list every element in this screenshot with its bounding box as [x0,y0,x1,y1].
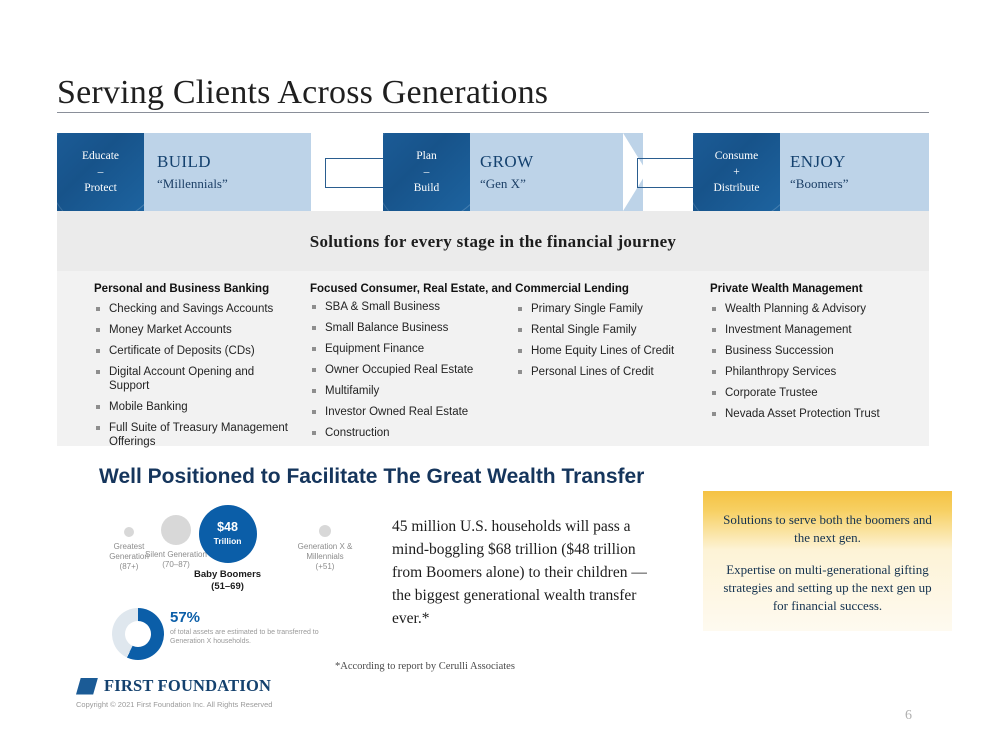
list-item: Corporate Trustee [710,386,925,400]
boomers-age: (51–69) [211,581,244,592]
list-item: Certificate of Deposits (CDs) [94,344,294,358]
stage-headline-build: BUILD [157,152,211,171]
solutions-banner-title: Solutions for every stage in the financial journey [309,232,677,251]
stage-chip-line1: Plan [416,150,437,162]
list-item: Wealth Planning & Advisory [710,302,925,316]
list-item: Construction [310,426,510,440]
stage-chip-line1: Consume [714,150,759,162]
column-list [94,302,294,449]
stage-chip-line2: + [733,166,740,178]
logo-mark-icon [76,678,98,695]
stage-sub-build: “Millennials” [157,176,228,191]
stage-chip-grow [383,133,470,211]
generation-name: Silent Generation [145,550,207,559]
solutions-column-lending-list-b [516,302,716,386]
list-item: Rental Single Family [516,323,716,337]
title-divider [57,112,929,113]
list-item: Money Market Accounts [94,323,294,337]
stage-chip-line1: Educate [81,150,120,162]
stage-chip-line3: Distribute [713,182,760,194]
list-item: Personal Lines of Credit [516,365,716,379]
boomers-caption [194,569,261,593]
stage-sub-grow: “Gen X” [480,176,526,191]
list-item: SBA & Small Business [310,300,510,314]
stage-label-enjoy [790,133,848,211]
generation-dot-icon [161,515,191,545]
list-item: Digital Account Opening and Support [94,365,294,393]
page-title: Serving Clients Across Generations [57,74,549,111]
connector-grow-to-enjoy [637,158,696,188]
generation-dot-icon [124,527,134,537]
wealth-transfer-footnote: *According to report by Cerulli Associates [335,661,515,672]
donut-ring-icon [112,608,164,660]
donut-description: of total assets are estimated to be transferred to Generation X households. [170,629,319,645]
generation-name: Greatest Generation [109,542,149,561]
stage-headline-grow: GROW [480,152,534,171]
list-item: Philanthropy Services [710,365,925,379]
stage-sub-enjoy: “Boomers” [790,176,849,191]
solutions-column-private-wealth [710,283,925,428]
column-list [710,302,925,421]
list-item: Owner Occupied Real Estate [310,363,510,377]
generation-age: (87+) [119,562,139,571]
stage-label-build [157,133,228,211]
column-list [310,300,510,440]
boomers-value-circle [199,505,257,563]
list-item: Nevada Asset Protection Trust [710,407,925,421]
stage-chip-line2: – [97,166,104,178]
list-item: Investment Management [710,323,925,337]
list-item: Primary Single Family [516,302,716,316]
list-item: Mobile Banking [94,400,294,414]
boomers-unit: Trillion [213,536,242,546]
stage-label-grow [480,133,534,211]
copyright-text: Copyright © 2021 First Foundation Inc. All Rights Reserved [76,700,273,709]
page-number: 6 [905,708,912,723]
list-item: Home Equity Lines of Credit [516,344,716,358]
stage-chip-enjoy [693,133,780,211]
stage-chip-line2: – [423,166,430,178]
company-logo [76,676,271,696]
list-item: Checking and Savings Accounts [94,302,294,316]
generation-age: (70–87) [162,560,190,569]
boomers-label: Baby Boomers [194,569,262,580]
donut-percent: 57% [170,609,201,626]
list-item: Equipment Finance [310,342,510,356]
stage-chip-line3: Protect [84,182,117,194]
callout-box [703,491,952,631]
list-item: Small Balance Business [310,321,510,335]
list-item: Full Suite of Treasury Management Offerings [94,421,294,449]
column-heading: Personal and Business Banking [94,283,270,295]
donut-caption [170,609,350,646]
asset-transfer-donut-chart [112,608,164,660]
list-item: Investor Owned Real Estate [310,405,510,419]
journey-band [57,133,929,211]
list-item: Multifamily [310,384,510,398]
generation-age: (+51) [315,562,335,571]
stage-chip-build [57,133,144,211]
solutions-column-personal-business-banking [94,283,294,456]
generation-item-boomers [194,505,261,593]
wealth-transfer-title: Well Positioned to Facilitate The Great Wealth Transfer [99,465,645,488]
wealth-transfer-paragraph: 45 million U.S. households will pass a mind-boggling $68 trillion ($48 trillion from Boomers alone) to their children — the biggest generational wealth transfer ever.* [392,518,647,627]
logo-text: FIRST FOUNDATION [104,676,272,695]
generation-name: Generation X & Millennials [297,542,353,561]
generation-graphic [100,505,375,610]
list-item: Business Succession [710,344,925,358]
generation-dot-icon [319,525,331,537]
column-heading: Focused Consumer, Real Estate, and Commercial Lending [310,283,629,295]
solutions-column-lending-list-a [310,300,510,447]
boomers-amount: $48 [217,520,238,534]
callout-line-2: Expertise on multi-generational gifting strategies and setting up the next gen up for financial success. [723,562,932,613]
column-heading: Private Wealth Management [710,283,863,295]
stage-chip-line3: Build [413,182,440,194]
generation-item-genx-millennials [285,525,365,572]
column-list [516,302,716,379]
connector-build-to-grow [325,158,386,188]
callout-line-1: Solutions to serve both the boomers and the next gen. [723,512,932,545]
stage-headline-enjoy: ENJOY [790,152,846,171]
